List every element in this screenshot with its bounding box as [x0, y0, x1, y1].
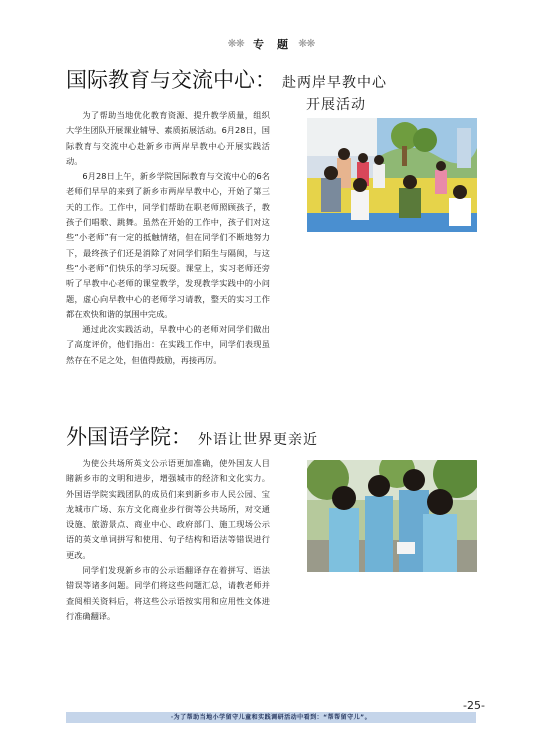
- ornament-left-icon: ❋❋: [227, 37, 244, 50]
- section2-subtitle: 外语让世界更亲近: [198, 432, 318, 448]
- section2-title-main: 外国语学院：: [66, 425, 192, 449]
- classroom-photo-illustration: [307, 118, 477, 232]
- early-education-classroom-photo: [307, 118, 477, 232]
- footer-text: ·为了帮助当地小学留守儿童和实践调研活动中看到：“帮帮留守儿”。: [170, 714, 372, 721]
- section2-paragraph: 同学们发现新乡市的公示语翻译存在着拼写、语法错误等诸多问题。同学们将这些问题汇总，请教老师并查阅相关资料后，将这些公示语按实用和应用性文体进行准确翻译。: [66, 565, 270, 621]
- section-header: [0, 33, 542, 52]
- page-number: -25-: [463, 699, 485, 712]
- section2-body: [66, 456, 270, 624]
- section1-title-main: 国际教育与交流中心：: [66, 68, 276, 92]
- section1-subtitle-line1: 赴两岸早教中心: [282, 75, 387, 91]
- section1-paragraph: 6月28日上午，新乡学院国际教育与交流中心的6名老师们早早的来到了新乡市两岸早教中心，开始了第三天的工作。工作中，同学们帮助在职老师照顾孩子，教孩子们唱歌、跳舞。虽然在开始的工作中，孩子们对这些“小老师”有一定的抵触情绪，但在同学们不断地努力下，最终孩子们还是消除了对同学们陌生与隔阂，与这些“小老师”们快乐的学习玩耍。课堂上，实习老师还旁听了早教中心老师的课堂教学，发现教学实践中的小问题，虚心向早教中心的老师学习请教，整天的实习工作都在欢快和谐的氛围中完成。: [66, 171, 270, 319]
- ornament-right-icon: ❋❋: [298, 37, 315, 50]
- section2-paragraph: 为使公共场所英文公示语更加准确，使外国友人目睹新乡市的文明和进步，增强城市的经济和文化实力。外国语学院实践团队的成员们来到新乡市人民公园、宝龙城市广场、东方文化商业步行街等公共场所，对交通设施、旅游景点、商业中心、政府部门、施工现场公示语的英文单词拼写和使用、句子结构和语法等错误进行更改。: [66, 458, 270, 560]
- header-label: 专 题: [253, 37, 289, 51]
- students-outdoor-photo: [307, 460, 477, 572]
- section1-title: [66, 64, 387, 94]
- section2-title: [66, 421, 318, 451]
- footer-bar: [66, 712, 476, 723]
- section1-body: [66, 108, 270, 368]
- section1-paragraph: 通过此次实践活动，早教中心的老师对同学们做出了高度评价，他们指出：在实践工作中，同学们表现虽然存在不足之处，但值得鼓励，再接再厉。: [66, 324, 270, 365]
- section1-paragraph: 为了帮助当地优化教育资源、提升教学质量，组织大学生团队开展课业辅导、素质拓展活动。6月28日，国际教育与交流中心赴新乡市两岸早教中心开展实践活动。: [66, 110, 270, 166]
- section1-subtitle-line2: 开展活动: [306, 97, 366, 113]
- students-photo-illustration: [307, 460, 477, 572]
